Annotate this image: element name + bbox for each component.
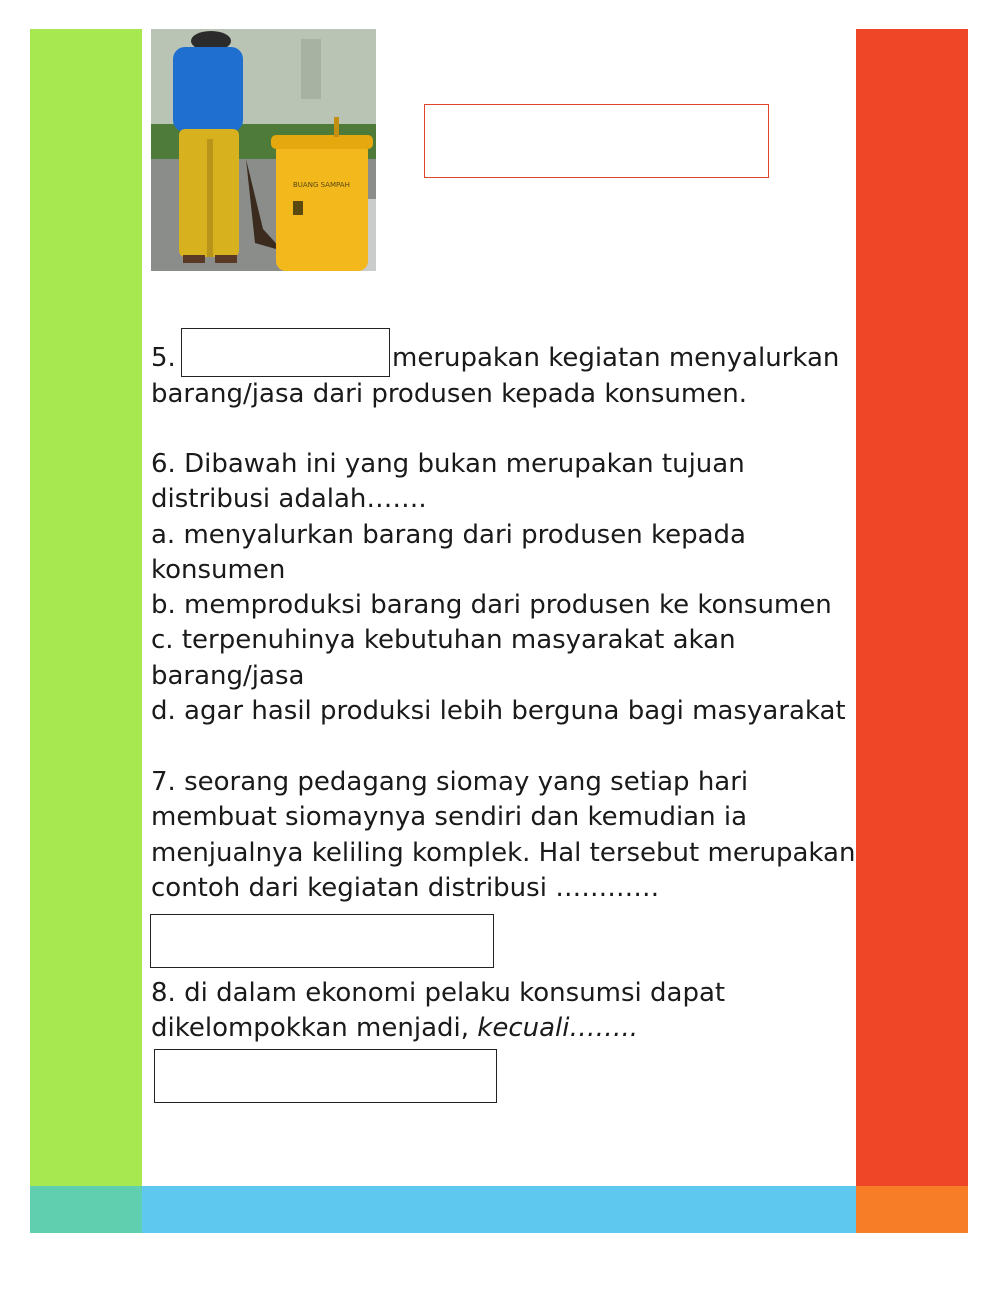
- left-green-border: [30, 29, 142, 1186]
- q6-option-a: a. menyalurkan barang dari produsen kepada: [151, 519, 746, 550]
- q8-line2: [151, 1011, 851, 1046]
- q6-line: distribusi adalah…….: [151, 484, 427, 515]
- q5-number: 5.: [151, 343, 176, 373]
- q6-option-a-cont: konsumen: [151, 554, 286, 585]
- q7-line: contoh dari kegiatan distribusi …………: [151, 872, 660, 903]
- answer-box-q8[interactable]: [154, 1049, 497, 1103]
- question-6: [151, 447, 851, 729]
- q7-line: 7. seorang pedagang siomay yang setiap hari: [151, 767, 749, 797]
- q6-line: 6. Dibawah ini yang bukan merupakan tujuan: [151, 449, 745, 479]
- q7-line: menjualnya keliling komplek. Hal tersebut merupakan: [151, 837, 856, 868]
- answer-box-q5[interactable]: [181, 328, 390, 377]
- q6-option-b: b. memproduksi barang dari produsen ke konsumen: [151, 590, 832, 621]
- q8-kecuali: kecuali……..: [477, 1013, 639, 1044]
- answer-box-top[interactable]: [424, 104, 769, 178]
- bottom-right-orange-block: [856, 1186, 968, 1233]
- q6-option-d: d. agar hasil produksi lebih berguna bagi masyarakat: [151, 696, 846, 727]
- answer-box-q7[interactable]: [150, 914, 494, 968]
- q5-text: merupakan kegiatan menyalurkan: [392, 343, 840, 373]
- q6-option-c: c. terpenuhinya kebutuhan masyarakat akan: [151, 625, 736, 656]
- street-sweeper-photo: [151, 29, 376, 271]
- right-red-border: [856, 29, 968, 1186]
- question-7: [151, 765, 856, 906]
- q5-text-line2: barang/jasa dari produsen kepada konsumen.: [151, 379, 747, 409]
- bin-text: BUANG SAMPAH: [293, 181, 350, 189]
- bottom-blue-band: [142, 1186, 856, 1233]
- q8-line2-prefix: dikelompokkan menjadi,: [151, 1013, 478, 1044]
- question-8: [151, 976, 851, 1047]
- bottom-left-teal-block: [30, 1186, 142, 1233]
- q6-option-c-cont: barang/jasa: [151, 660, 305, 691]
- q8-line: 8. di dalam ekonomi pelaku konsumsi dapat: [151, 978, 726, 1008]
- q7-line: membuat siomaynya sendiri dan kemudian ia: [151, 802, 748, 833]
